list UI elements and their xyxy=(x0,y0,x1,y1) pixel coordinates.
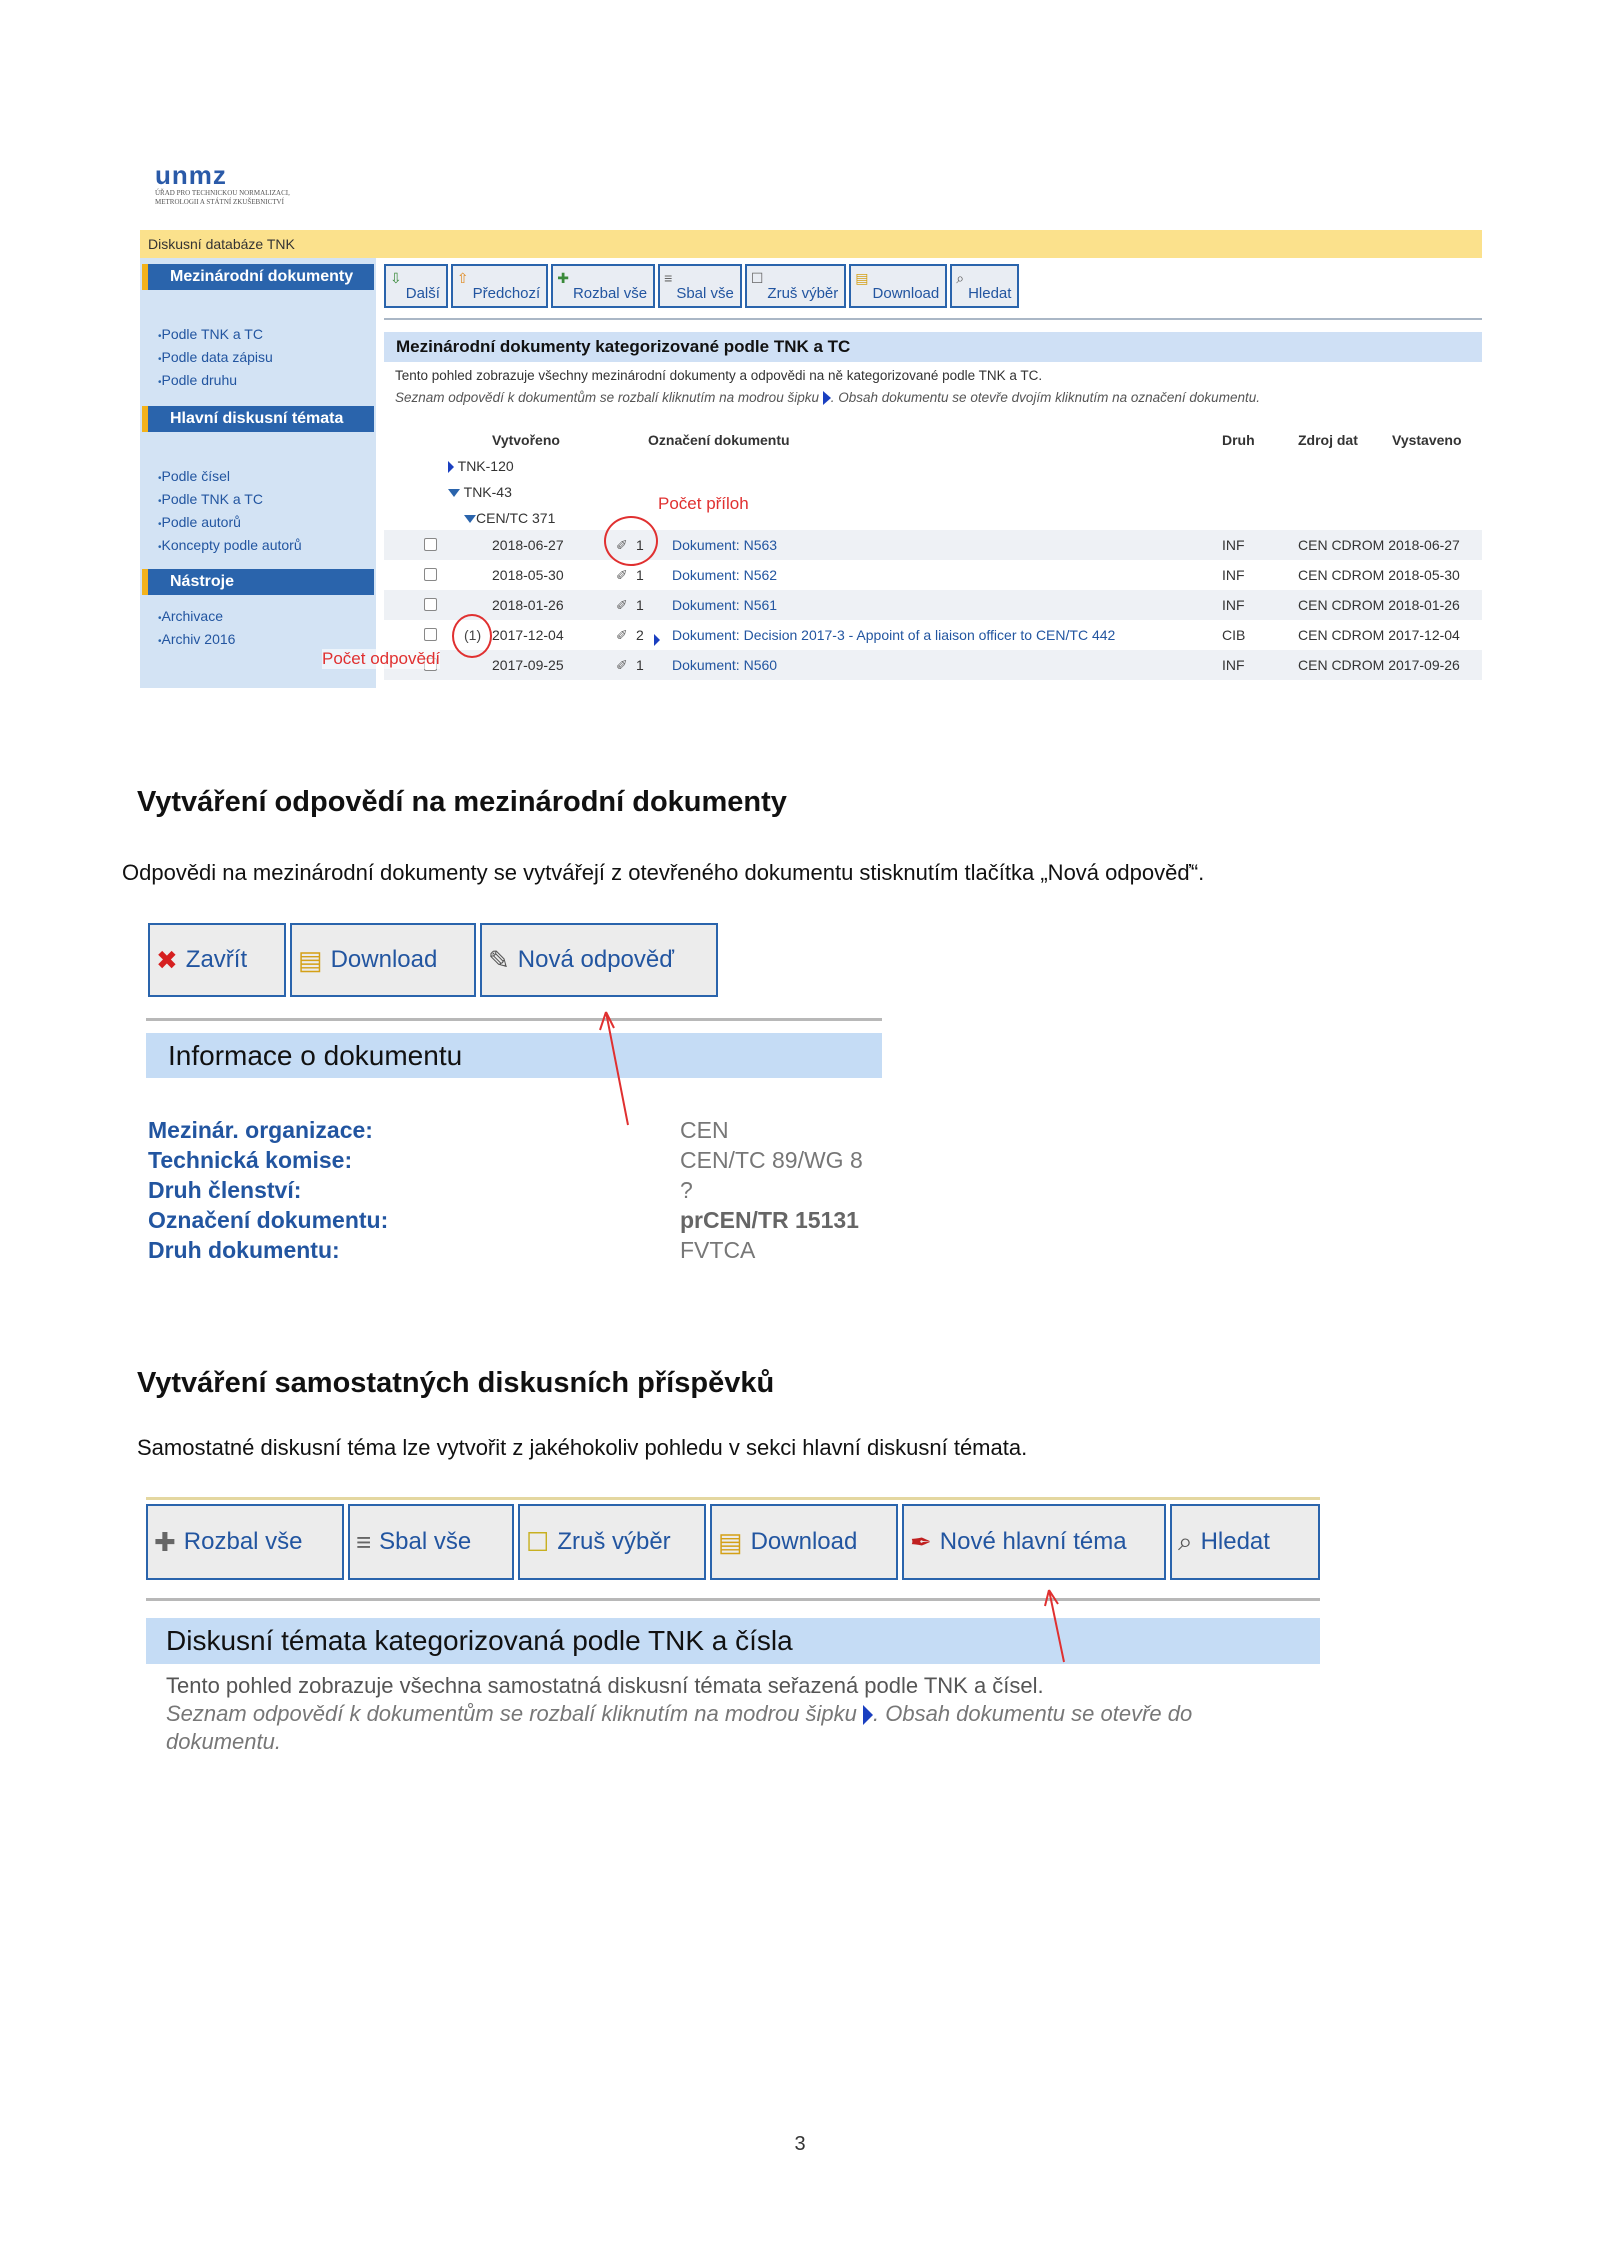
row-reply-count: (1) xyxy=(464,627,482,643)
row-attachment-count: 1 xyxy=(636,537,644,553)
row-source: CEN CDROM 2018-06-27 xyxy=(1298,537,1460,553)
row-date: 2017-12-04 xyxy=(492,627,564,643)
folder-icon: ▤ xyxy=(855,270,869,286)
page-number: 3 xyxy=(794,2133,806,2155)
row-document-link[interactable]: Dokument: Decision 2017-3 - Appoint of a liaison officer to CEN/TC 442 xyxy=(672,627,1116,643)
paperclip-icon: ✐ xyxy=(616,597,628,613)
pen-icon: ✒ xyxy=(910,1526,932,1557)
field-label-doc-designation: Označení dokumentu: xyxy=(148,1207,389,1233)
collapse-all-label-3: Sbal vše xyxy=(379,1528,472,1555)
clear-selection-label: Zruš výběr xyxy=(767,285,839,302)
next-label: Další xyxy=(405,285,440,302)
logo-tagline: ÚŘAD PRO TECHNICKOU NORMALIZACI, METROLOGII A STÁTNÍ ZKUŠEBNICTVÍ xyxy=(155,189,290,206)
annotation-replies: Počet odpovědí xyxy=(322,649,441,668)
sidebar-link-by-number[interactable]: • Podle čísel xyxy=(158,466,302,489)
arrow-down-icon: ⇩ xyxy=(390,270,402,286)
col-document[interactable]: Označení dokumentu xyxy=(648,432,790,448)
row-type: INF xyxy=(1222,567,1245,583)
expand-all-label-3: Rozbal vše xyxy=(183,1528,303,1555)
sidebar-link-archive-2016[interactable]: • Archiv 2016 xyxy=(158,629,235,652)
paragraph-standalone-posts: Samostatné diskusní téma lze vytvořit z jakéhokoliv pohledu v sekci hlavní diskusní témata. xyxy=(137,1435,1028,1460)
row-source: CEN CDROM 2018-05-30 xyxy=(1298,567,1460,583)
folder-download-icon: ▤ xyxy=(298,944,323,975)
sidebar-link-by-type[interactable]: • Podle druhu xyxy=(158,370,273,393)
expand-all-label: Rozbal vše xyxy=(572,285,648,302)
row-document-link[interactable]: Dokument: N560 xyxy=(672,657,778,673)
row-type: INF xyxy=(1222,657,1245,673)
tree-label-cen-tc-371: CEN/TC 371 xyxy=(476,510,556,526)
new-main-topic-label: Nové hlavní téma xyxy=(939,1528,1127,1555)
row-document-link[interactable]: Dokument: N563 xyxy=(672,537,778,553)
collapse-icon: ≡ xyxy=(356,1526,372,1557)
desc3-line-2b: . Obsah dokumentu se otevře do xyxy=(873,1701,1193,1726)
close-label: Zavřít xyxy=(185,946,248,973)
clear-selection-label-3: Zruš výběr xyxy=(557,1528,671,1555)
paperclip-icon: ✐ xyxy=(616,567,628,583)
paperclip-icon: ✐ xyxy=(616,657,628,673)
field-value-doc-type: FVTCA xyxy=(680,1237,756,1263)
expand-icon: ✚ xyxy=(154,1526,176,1557)
field-label-committee: Technická komise: xyxy=(148,1147,353,1173)
sidebar-heading-tools[interactable]: Nástroje xyxy=(142,569,374,595)
annotation-attachments: Počet příloh xyxy=(658,494,749,513)
download-label: Download xyxy=(872,285,940,302)
edit-document-icon: ✎ xyxy=(488,944,510,975)
field-value-membership: ? xyxy=(680,1177,693,1203)
col-source[interactable]: Zdroj dat xyxy=(1298,432,1358,448)
search-icon: ⌕ xyxy=(956,270,965,286)
row-attachment-count: 2 xyxy=(636,627,644,643)
heading-responses: Vytváření odpovědí na mezinárodní dokumenty xyxy=(137,786,787,818)
paragraph-responses: Odpovědi na mezinárodní dokumenty se vytvářejí z otevřeného dokumentu stisknutím tlačítka „Nová odpověď“. xyxy=(122,860,1205,885)
row-attachment-count: 1 xyxy=(636,597,644,613)
row-attachment-count: 1 xyxy=(636,567,644,583)
tree-label-tnk-120: TNK-120 xyxy=(457,458,514,474)
field-label-doc-type: Druh dokumentu: xyxy=(148,1237,340,1263)
paperclip-icon: ✐ xyxy=(616,537,628,553)
row-date: 2018-01-26 xyxy=(492,597,564,613)
collapse-all-label: Sbal vše xyxy=(676,285,734,302)
clear-selection-icon: ☐ xyxy=(526,1526,550,1557)
desc-line-2a: Seznam odpovědí k dokumentům se rozbalí kliknutím na modrou šipku xyxy=(395,390,819,405)
sidebar-link-by-author[interactable]: • Podle autorů xyxy=(158,512,302,535)
download-label-2: Download xyxy=(330,946,438,973)
row-type: INF xyxy=(1222,597,1245,613)
search-label: Hledat xyxy=(968,285,1012,302)
sidebar-link-topics-by-tnk[interactable]: • Podle TNK a TC xyxy=(158,489,302,512)
previous-label: Předchozí xyxy=(472,285,541,302)
collapse-icon: ≡ xyxy=(664,270,673,286)
search-label-3: Hledat xyxy=(1200,1528,1270,1555)
field-value-doc-designation: prCEN/TR 15131 xyxy=(680,1207,859,1233)
row-source: CEN CDROM 2017-09-26 xyxy=(1298,657,1460,673)
desc-line-2b: . Obsah dokumentu se otevře dvojím kliknutím na označení dokumentu. xyxy=(830,390,1260,405)
row-document-link[interactable]: Dokument: N561 xyxy=(672,597,778,613)
desc-line-1: Tento pohled zobrazuje všechny mezinárodní dokumenty a odpovědi na ně kategorizované podle TNK a TC. xyxy=(395,368,1043,383)
desc3-line-3: dokumentu. xyxy=(166,1729,281,1754)
red-arrow-icon xyxy=(1045,1590,1064,1662)
row-type: INF xyxy=(1222,537,1245,553)
field-value-organization: CEN xyxy=(680,1117,729,1143)
sidebar-heading-main-topics[interactable]: Hlavní diskusní témata xyxy=(142,406,374,432)
row-document-link[interactable]: Dokument: N562 xyxy=(672,567,778,583)
desc3-line-2a: Seznam odpovědí k dokumentům se rozbalí kliknutím na modrou šipku xyxy=(166,1701,857,1726)
row-date: 2017-09-25 xyxy=(492,657,564,673)
sidebar-heading-international-docs[interactable]: Mezinárodní dokumenty xyxy=(142,264,374,290)
field-label-membership: Druh členství: xyxy=(148,1177,302,1203)
sidebar-link-drafts-by-author[interactable]: • Koncepty podle autorů xyxy=(158,535,302,558)
folder-download-icon: ▤ xyxy=(718,1526,743,1557)
col-issued[interactable]: Vystaveno xyxy=(1392,432,1462,448)
desc3-line-1: Tento pohled zobrazuje všechna samostatná diskusní témata seřazená podle TNK a čísel. xyxy=(166,1673,1044,1698)
row-source: CEN CDROM 2018-01-26 xyxy=(1298,597,1460,613)
section-title: Mezinárodní dokumenty kategorizované podle TNK a TC xyxy=(384,332,1482,362)
col-created[interactable]: Vytvořeno xyxy=(492,432,560,448)
discussion-topics-title: Diskusní témata kategorizovaná podle TNK a čísla xyxy=(146,1618,1320,1664)
paperclip-icon: ✐ xyxy=(616,627,628,643)
row-attachment-count: 1 xyxy=(636,657,644,673)
field-label-organization: Mezinár. organizace: xyxy=(148,1117,373,1143)
row-date: 2018-05-30 xyxy=(492,567,564,583)
document-info-title: Informace o dokumentu xyxy=(146,1033,882,1078)
red-arrow-icon xyxy=(600,1012,628,1125)
unmz-logo: unmz xyxy=(155,160,227,190)
app-title-bar: Diskusní databáze TNK xyxy=(140,230,1482,258)
field-value-committee: CEN/TC 89/WG 8 xyxy=(680,1147,863,1173)
new-response-label: Nová odpověď xyxy=(517,946,674,973)
row-date: 2018-06-27 xyxy=(492,537,564,553)
clear-selection-icon: ☐ xyxy=(750,270,764,286)
sidebar-link-by-tnk-tc[interactable]: • Podle TNK a TC xyxy=(158,324,273,347)
tree-label-tnk-43: TNK-43 xyxy=(463,484,512,500)
search-icon: ⌕ xyxy=(1178,1526,1193,1556)
row-source: CEN CDROM 2017-12-04 xyxy=(1298,627,1460,643)
heading-standalone-posts: Vytváření samostatných diskusních příspěvků xyxy=(137,1367,775,1399)
row-type: CIB xyxy=(1222,627,1246,643)
sidebar-link-by-date[interactable]: • Podle data zápisu xyxy=(158,347,273,370)
expand-icon: ✚ xyxy=(557,270,569,286)
col-type[interactable]: Druh xyxy=(1222,432,1255,448)
arrow-up-icon: ⇧ xyxy=(456,270,469,286)
sidebar-link-archiving[interactable]: • Archivace xyxy=(158,606,235,629)
close-icon: ✖ xyxy=(156,944,178,975)
download-label-3: Download xyxy=(750,1528,858,1555)
